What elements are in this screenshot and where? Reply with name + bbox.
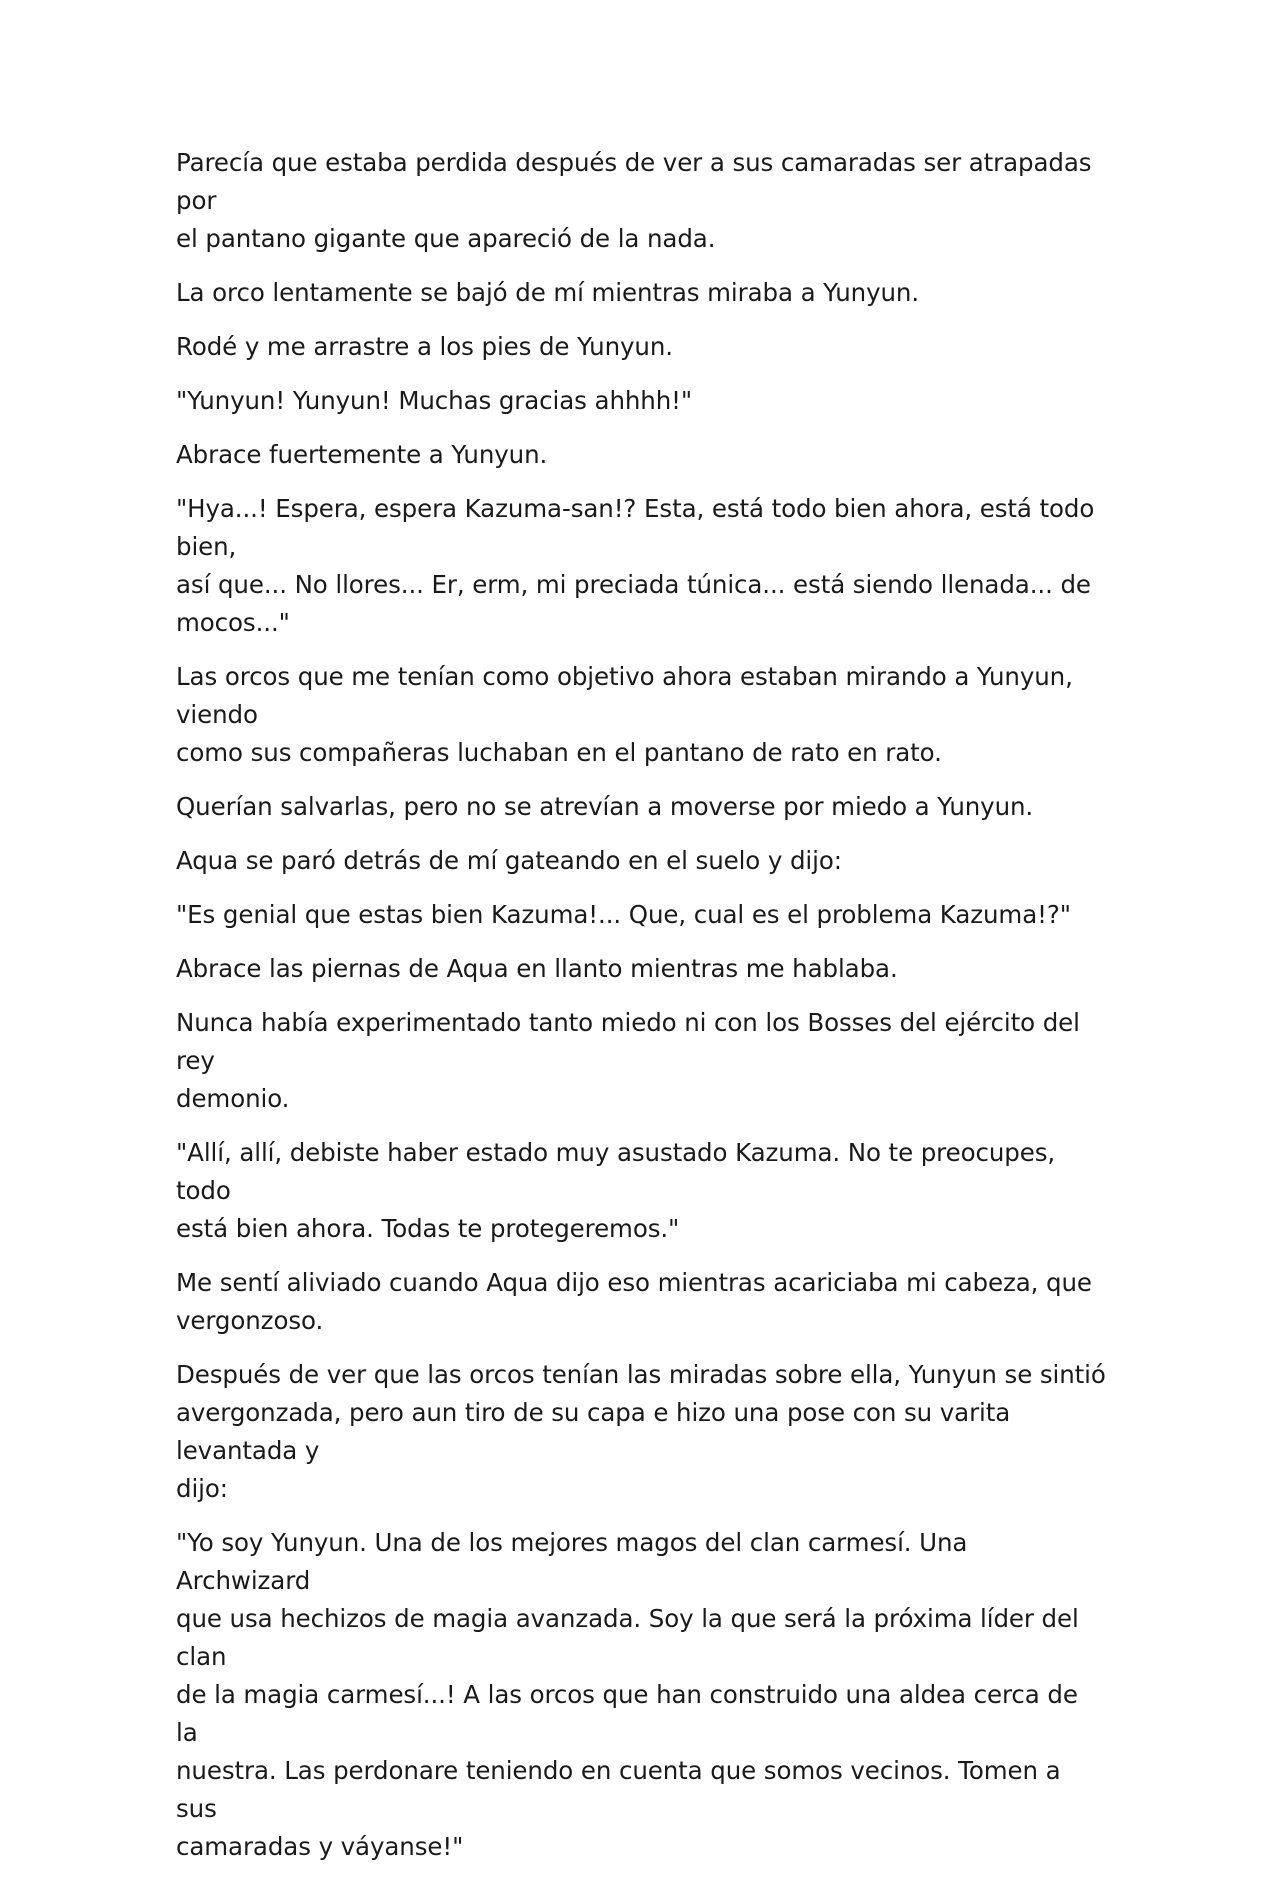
paragraph: Las orcos que me tenían como objetivo ahora estaban mirando a Yunyun, viendo como sus compañeras luchaban en el pantano de rato en rato.	[176, 662, 1073, 767]
paragraph: "Es genial que estas bien Kazuma!... Que, cual es el problema Kazuma!?"	[176, 900, 1071, 929]
story-text	[176, 144, 1106, 1882]
paragraph: Querían salvarlas, pero no se atrevían a moverse por miedo a Yunyun.	[176, 792, 1034, 821]
paragraph: La orco lentamente se bajó de mí mientras miraba a Yunyun.	[176, 278, 920, 307]
paragraph: Me sentí aliviado cuando Aqua dijo eso mientras acariciaba mi cabeza, que vergonzoso.	[176, 1268, 1092, 1335]
paragraph: "Hya...! Espera, espera Kazuma-san!? Esta, está todo bien ahora, está todo bien, así que... No llores... Er, erm, mi preciada túnica... está siendo llenada... de mocos..."	[176, 494, 1095, 637]
paragraph: "Allí, allí, debiste haber estado muy asustado Kazuma. No te preocupes, todo está bien ahora. Todas te protegeremos."	[176, 1138, 1056, 1243]
paragraph: Después de ver que las orcos tenían las miradas sobre ella, Yunyun se sintió avergonzada, pero aun tiro de su capa e hizo una pose con su varita levantada y dijo:	[176, 1360, 1106, 1503]
paragraph: "Yo soy Yunyun. Una de los mejores magos del clan carmesí. Una Archwizard que usa hechizos de magia avanzada. Soy la que será la próxima líder del clan de la magia carmesí...! A las orcos que han construido una aldea cerca de la nuestra. Las perdonare teniendo en cuenta que somos vecinos. Tomen a sus camaradas y váyanse!"	[176, 1528, 1079, 1861]
paragraph: Rodé y me arrastre a los pies de Yunyun.	[176, 332, 673, 361]
paragraph: Aqua se paró detrás de mí gateando en el suelo y dijo:	[176, 846, 842, 875]
paragraph: Abrace las piernas de Aqua en llanto mientras me hablaba.	[176, 954, 898, 983]
paragraph: Abrace fuertemente a Yunyun.	[176, 440, 548, 469]
paragraph: Nunca había experimentado tanto miedo ni con los Bosses del ejército del rey demonio.	[176, 1008, 1080, 1113]
paragraph: "Yunyun! Yunyun! Muchas gracias ahhhh!"	[176, 386, 693, 415]
paragraph: Parecía que estaba perdida después de ver a sus camaradas ser atrapadas por el pantano gigante que apareció de la nada.	[176, 148, 1092, 253]
